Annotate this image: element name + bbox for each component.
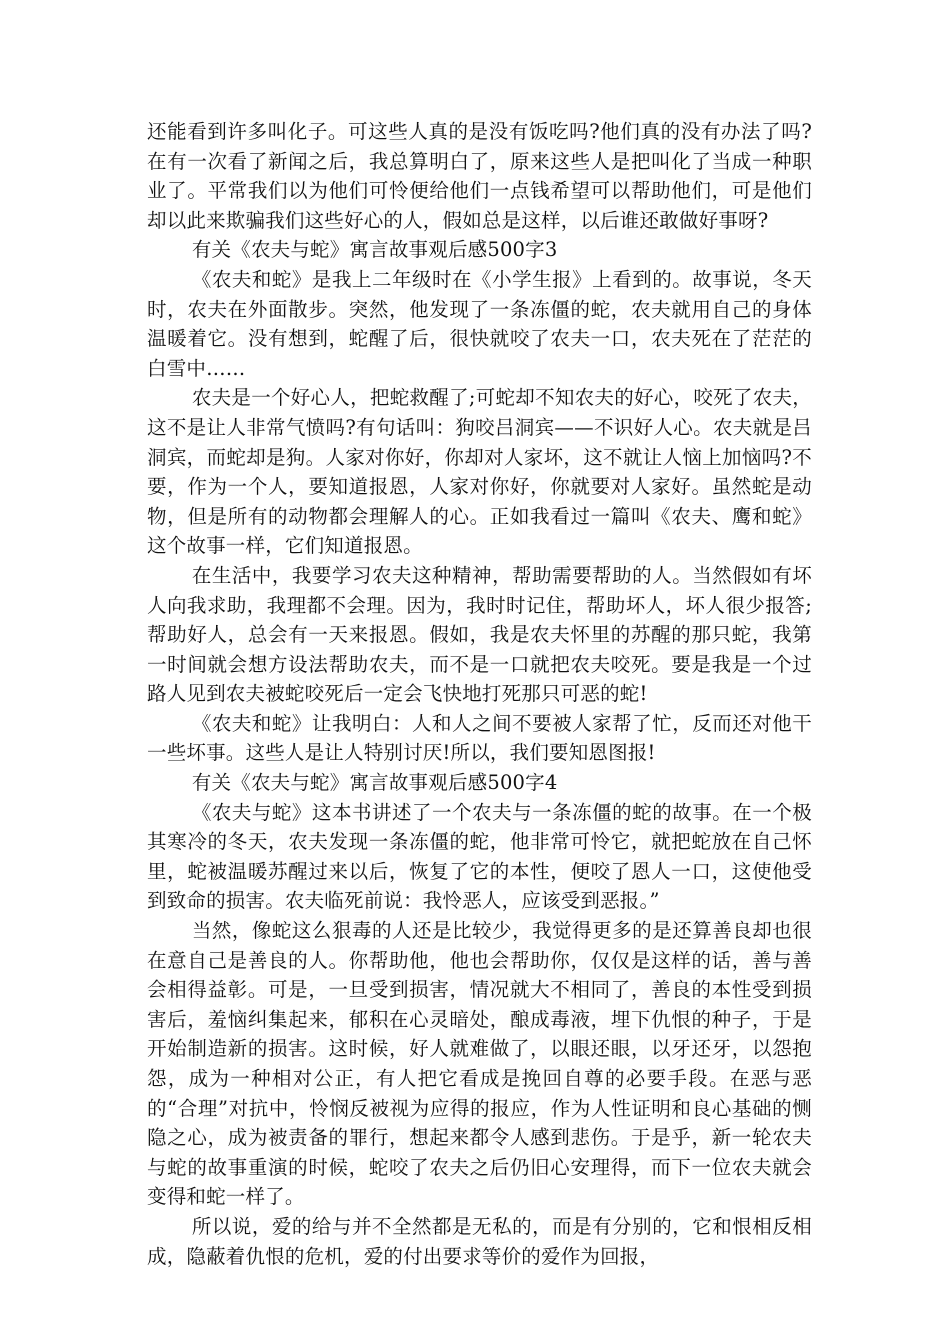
paragraph: 所以说，爱的给与并不全然都是无私的，而是有分别的，它和恨相反相成，隐蔽着仇恨的危机，爱的付出要求等价的爱作为回报， [147, 1214, 812, 1268]
section-heading-3: 有关《农夫与蛇》寓言故事观后感500字3 [191, 238, 558, 262]
paragraph: 《农夫和蛇》是我上二年级时在《小学生报》上看到的。故事说，冬天时，农夫在外面散步。突然，他发现了一条冻僵的蛇，农夫就用自己的身体温暖着它。没有想到，蛇醒了后，很快就咬了农夫一口，农夫死在了茫茫的白雪中…… [147, 267, 812, 380]
paragraph: 《农夫和蛇》让我明白：人和人之间不要被人家帮了忙，反而还对他干一些坏事。这些人是让人特别讨厌!所以，我们要知恩图报! [147, 711, 812, 765]
paragraph: 《农夫与蛇》这本书讲述了一个农夫与一条冻僵的蛇的故事。在一个极其寒冷的冬天，农夫发现一条冻僵的蛇，他非常可怜它，就把蛇放在自己怀里，蛇被温暖苏醒过来以后，恢复了它的本性，便咬了恩人一口，这使他受到致命的损害。农夫临死前说：我怜恶人，应该受到恶报。” [147, 800, 812, 913]
paragraph: 在生活中，我要学习农夫这种精神，帮助需要帮助的人。当然假如有坏人向我求助，我理都不会理。因为，我时时记住，帮助坏人，坏人很少报答;帮助好人，总会有一天来报恩。假如，我是农夫怀里的苏醒的那只蛇，我第一时间就会想方设法帮助农夫，而不是一口就把农夫咬死。要是我是一个过路人见到农夫被蛇咬死后一定会飞快地打死那只可恶的蛇! [147, 563, 812, 706]
document-body [147, 117, 812, 1271]
paragraph-continuation: 还能看到许多叫化子。可这些人真的是没有饭吃吗?他们真的没有办法了吗?在有一次看了新闻之后，我总算明白了，原来这些人是把叫化了当成一种职业了。平常我们以为他们可怜便给他们一点钱希望可以帮助他们，可是他们却以此来欺骗我们这些好心的人，假如总是这样，以后谁还敢做好事呀? [147, 120, 812, 232]
paragraph: 当然，像蛇这么狠毒的人还是比较少，我觉得更多的是还算善良却也很在意自己是善良的人。你帮助他，他也会帮助你，仅仅是这样的话，善与善会相得益彰。可是，一旦受到损害，情况就大不相同了，善良的本性受到损害后，羞恼纠集起来，郁积在心灵暗处，酿成毒液，埋下仇恨的种子，于是开始制造新的损害。这时候，好人就难做了，以眼还眼，以牙还牙，以怨抱怨，成为一种相对公正，有人把它看成是挽回自尊的必要手段。在恶与恶的“合理”对抗中，怜悯反被视为应得的报应，作为人性证明和良心基础的恻隐之心，成为被责备的罪行，想起来都令人感到悲伤。于是乎，新一轮农夫与蛇的故事重演的时候，蛇咬了农夫之后仍旧心安理得，而下一位农夫就会变得和蛇一样了。 [147, 919, 812, 1209]
paragraph: 农夫是一个好心人，把蛇救醒了;可蛇却不知农夫的好心，咬死了农夫，这不是让人非常气愤吗?有句话叫：狗咬吕洞宾——不识好人心。农夫就是吕洞宾，而蛇却是狗。人家对你好，你却对人家坏，这不就让人恼上加恼吗?不要，作为一个人，要知道报恩，人家对你好，你就要对人家好。虽然蛇是动物，但是所有的动物都会理解人的心。正如我看过一篇叫《农夫、鹰和蛇》这个故事一样，它们知道报恩。 [147, 386, 812, 558]
section-heading-4: 有关《农夫与蛇》寓言故事观后感500字4 [191, 771, 558, 795]
